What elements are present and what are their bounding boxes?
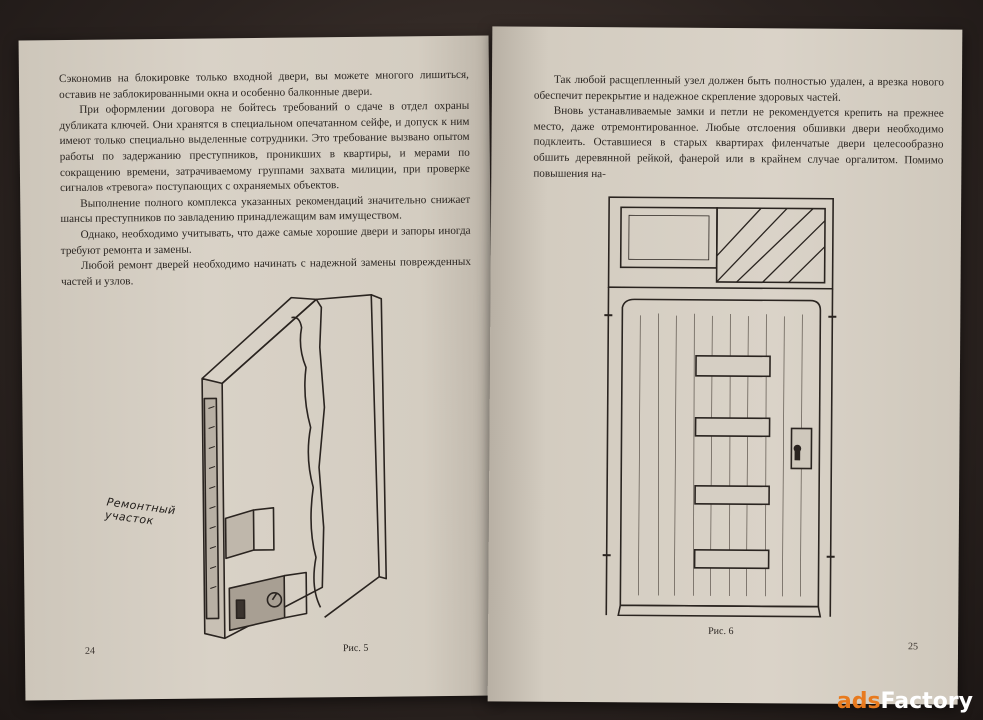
paragraph: Вновь устанавливаемые замки и петли не рекомендуется крепить на прежнее место, даже отремонтированное. Любые отслоения обшивки двери необходимо подклеить. Оставшиеся в старых квартирах филенчатые двери целесообразно обшить деревянной рейкой, фанерой или в крайнем случае оргалитом. Помимо повышения на- — [533, 104, 944, 180]
paragraph: Так любой расщепленный узел должен быть полностью удален, а врезка нового обеспечит перекрытие и надежное скрепление здоровых частей. — [533, 73, 945, 104]
figure-6-panel-door-sketch — [598, 195, 841, 627]
paragraph: Любой ремонт дверей необходимо начинать с надежной замены поврежденных частей и узлов. — [61, 255, 471, 288]
figure-5-door-repair-sketch — [171, 286, 405, 648]
paragraph: Выполнение полного комплекса указанных рекомендаций значительно снижает шансы преступников по завладению принадлежащим вам имуществом. — [60, 193, 471, 226]
left-page — [19, 36, 496, 701]
watermark-part-a: ads — [836, 689, 881, 714]
watermark-part-b: Factory — [880, 689, 973, 714]
paragraph: Сэкономив на блокировке только входной двери, вы можете многого лишиться, оставив не заблокированными окна и особенно балконные двери. — [58, 68, 470, 101]
paragraph: Однако, необходимо учитывать, что даже самые хорошие двери и запоры иногда требуют ремонта и замены. — [60, 224, 471, 257]
site-watermark — [837, 689, 973, 714]
page-number: 24 — [84, 645, 96, 657]
left-page-text — [59, 68, 471, 291]
paragraph: При оформлении договора не бойтесь требований о сдаче в отдел охраны дубликата ключей. Они хранятся в специальном опечатанном сейфе, и допуск к ним имеют только специально выделенные сотрудники. Это требование вызвано опытом работы по задержанию преступников, проникших в квартиры, и мерами по сокращению времени, затрачиваемому группами захвата милиции, при проверке сигналов «тревога» поступающих с охраняемых объектов. — [59, 99, 470, 195]
handwritten-note: Ремонтный участок — [104, 495, 177, 528]
right-page-text — [533, 73, 944, 185]
page-number: 25 — [908, 641, 919, 653]
figure-caption: Рис. 6 — [708, 625, 734, 638]
right-page — [488, 26, 963, 704]
figure-caption: Рис. 5 — [342, 642, 369, 655]
